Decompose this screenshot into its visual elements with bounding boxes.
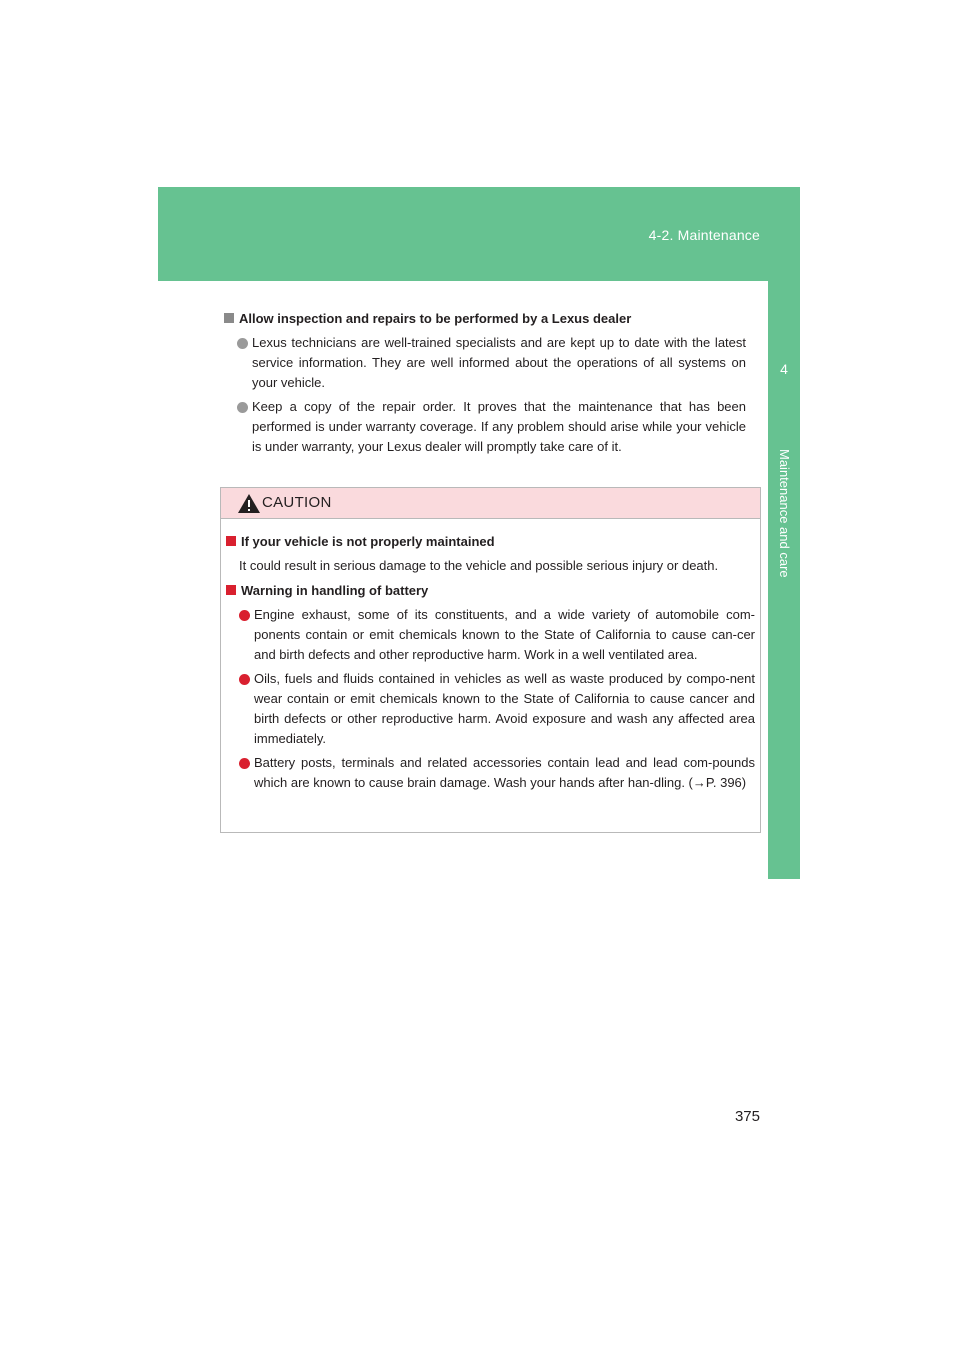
caution-header <box>221 488 760 519</box>
warning-triangle-icon <box>237 493 261 514</box>
intro-section <box>224 310 746 461</box>
caution-bullet <box>226 753 755 793</box>
intro-bullet <box>224 333 746 393</box>
caution-bullet-text: Engine exhaust, some of its constituents, and a wide variety of automobile com-ponents contain or emit chemicals known to the State of California to cause can-cer and birth defects and other reproductive harm. Work in a well ventilated area. <box>254 607 755 662</box>
caution-heading-text: If your vehicle is not properly maintained <box>241 534 495 549</box>
intro-heading-text: Allow inspection and repairs to be performed by a Lexus dealer <box>239 311 632 326</box>
chapter-number: 4 <box>780 361 788 377</box>
bullet-dot-icon <box>239 758 250 769</box>
caution-text: It could result in serious damage to the vehicle and possible serious injury or death. <box>239 558 719 573</box>
intro-bullet <box>224 397 746 457</box>
intro-bullet-text: Lexus technicians are well-trained specialists and are kept up to date with the latest service information. They are well informed about the operations of all systems on your vehicle. <box>252 335 746 390</box>
caution-heading <box>226 582 755 599</box>
chapter-label: Maintenance and care <box>777 449 792 578</box>
section-title: 4-2. Maintenance <box>648 227 760 243</box>
square-bullet-icon <box>226 585 236 595</box>
bullet-dot-icon <box>239 610 250 621</box>
caution-bullet-text: Battery posts, terminals and related accessories contain lead and lead com-pounds which are known to cause brain damage. Wash your hands after han-dling. (→P. 396) <box>254 755 755 790</box>
caution-title: CAUTION <box>262 494 332 511</box>
caution-heading-text: Warning in handling of battery <box>241 583 429 598</box>
intro-bullet-text: Keep a copy of the repair order. It proves that the maintenance that has been performed is under warranty coverage. If any problem should arise while your vehicle is under warranty, your Lexus dealer will promptly take care of it. <box>252 399 746 454</box>
chapter-side-tab <box>768 281 800 879</box>
header-band <box>158 187 800 281</box>
bullet-dot-icon <box>239 674 250 685</box>
caution-body <box>221 519 760 793</box>
caution-bullet-text: Oils, fuels and fluids contained in vehicles as well as waste produced by compo-nent wear contain or emit chemicals known to the State of California to cause cancer and birth defects or other reproductive harm. Avoid exposure and wash any affected area immediately. <box>254 671 755 746</box>
bullet-dot-icon <box>237 402 248 413</box>
bullet-dot-icon <box>237 338 248 349</box>
caution-bullet <box>226 669 755 749</box>
page-number: 375 <box>734 1108 760 1125</box>
caution-box <box>220 487 761 833</box>
intro-heading <box>224 310 746 327</box>
square-bullet-icon <box>224 313 234 323</box>
caution-bullet <box>226 605 755 665</box>
square-bullet-icon <box>226 536 236 546</box>
caution-heading <box>226 533 755 550</box>
